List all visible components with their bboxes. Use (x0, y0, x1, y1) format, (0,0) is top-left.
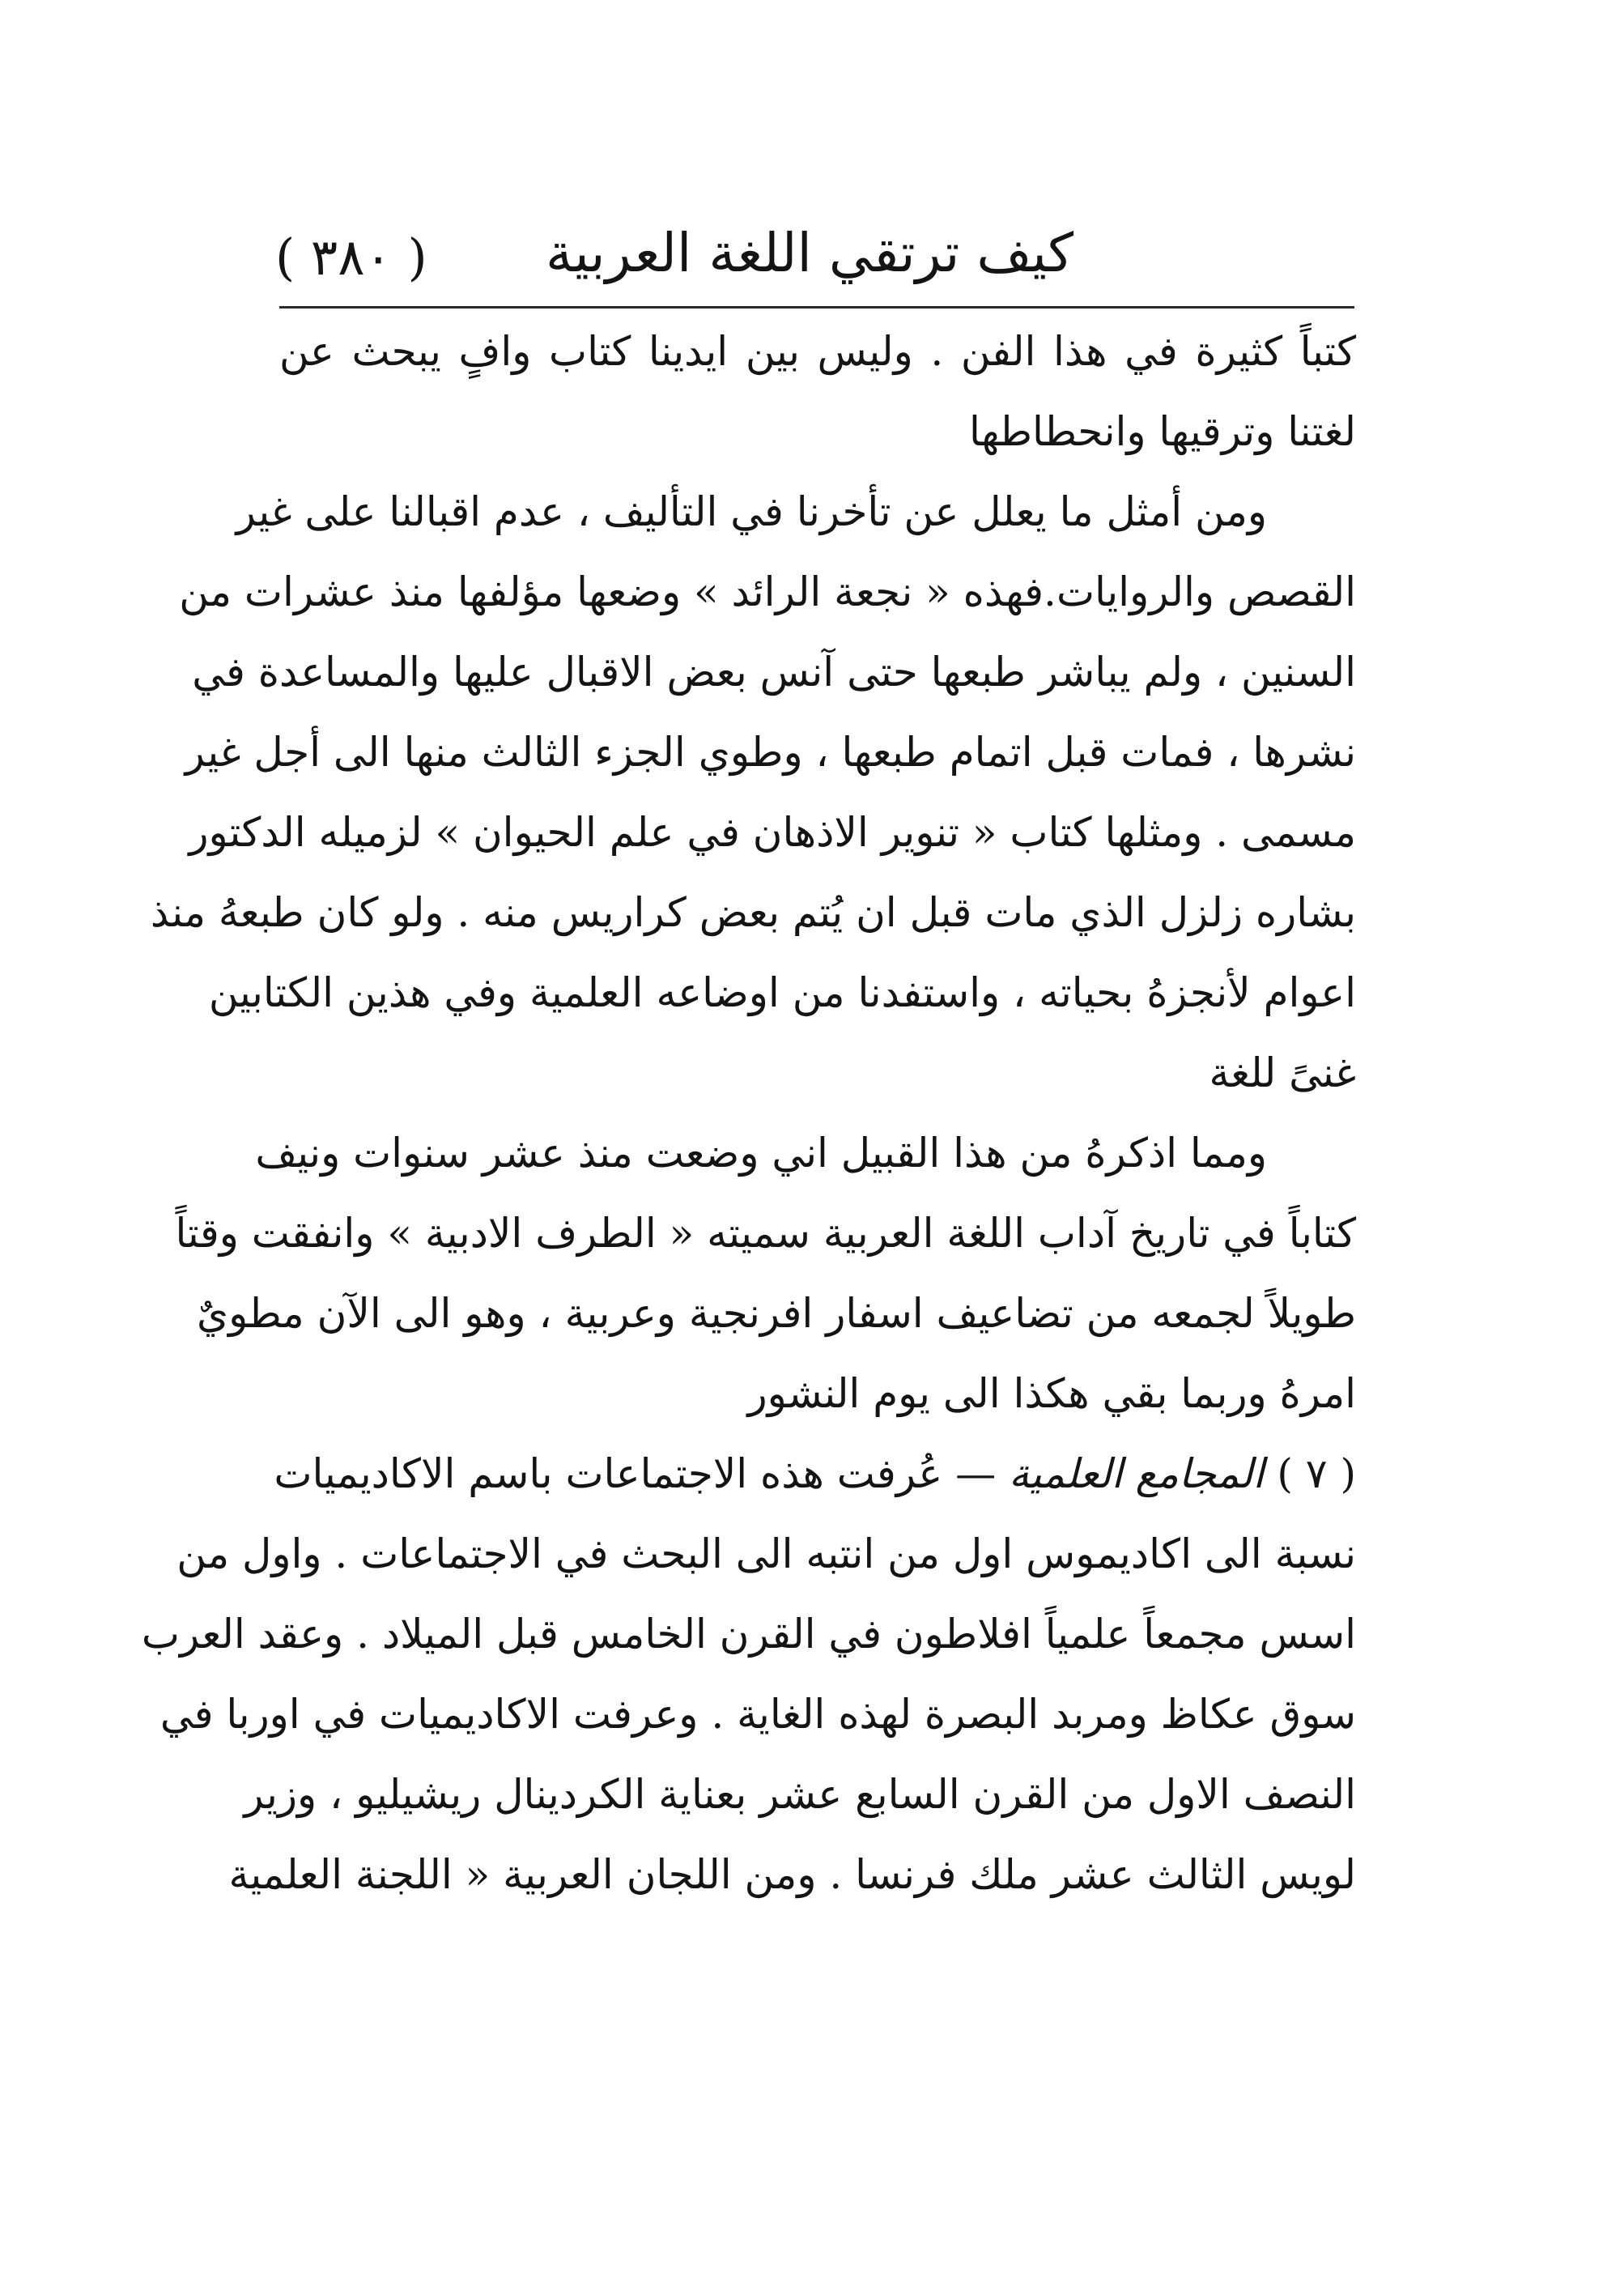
paragraph-start-line: ومما اذكرهُ من هذا القبيل اني وضعت منذ عشر سنوات ونيف (255, 1130, 1267, 1177)
text-line: امرهُ وربما بقي هكذا الى يوم النشور (747, 1370, 1356, 1417)
text-line: طويلاً لجمعه من تضاعيف اسفار افرنجية وعربية ، وهو الى الآن مطويٌ (196, 1290, 1356, 1337)
text-line: لغتنا وترقيها وانحطاطها (968, 408, 1356, 455)
text-line: نشرها ، فمات قبل اتمام طبعها ، وطوي الجزء الثالث منها الى أجل غير (185, 729, 1356, 776)
section-lead-term: الاكاديميات (274, 1450, 456, 1497)
text-line: غنىً للغة (1209, 1049, 1356, 1096)
page-number: ( ٣٨٠ ) (275, 228, 427, 287)
running-title: كيف ترتقي اللغة العربية (545, 222, 1074, 284)
section-heading-line (274, 1434, 1356, 1514)
text-line: نسبة الى اكاديموس اول من انتبه الى البحث في الاجتماعات . واول من (176, 1530, 1356, 1577)
text-line: بشاره زلزل الذي مات قبل ان يُتم بعض كراريس منه . ولو كان طبعهُ منذ (150, 889, 1356, 936)
text-line: كتباً كثيرة في هذا الفن . وليس بين ايدينا كتاب وافٍ يبحث عن (279, 328, 1356, 375)
text-line: كتاباً في تاريخ آداب اللغة العربية سميته « الطرف الادبية » وانفقت وقتاً (175, 1210, 1356, 1257)
text-line: السنين ، ولم يباشر طبعها حتى آنس بعض الاقبال عليها والمساعدة في (192, 649, 1356, 696)
section-lead-text: — عُرفت هذه الاجتماعات باسم (468, 1450, 997, 1497)
text-line: النصف الاول من القرن السابع عشر بعناية الكردينال ريشيليو ، وزير (244, 1771, 1356, 1818)
text-line: القصص والروايات.فهذه « نجعة الرائد » وضعها مؤلفها منذ عشرات من (179, 568, 1356, 615)
text-line: سوق عكاظ ومربد البصرة لهذه الغاية . وعرفت الاكاديميات في اوربا في (159, 1691, 1356, 1738)
text-line: لويس الثالث عشر ملك فرنسا . ومن اللجان العربية « اللجنة العلمية (228, 1851, 1356, 1898)
section-title: المجامع العلمية (1008, 1450, 1265, 1497)
page-header (275, 217, 1360, 298)
header-divider (279, 306, 1354, 309)
text-line: مسمى . ومثلها كتاب « تنوير الاذهان في علم الحيوان » لزميله الدكتور (189, 809, 1356, 856)
text-line: اسس مجمعاً علمياً افلاطون في القرن الخامس قبل الميلاد . وعقد العرب (141, 1611, 1356, 1658)
paragraph-start-line: ومن أمثل ما يعلل عن تأخرنا في التأليف ، عدم اقبالنا على غير (236, 488, 1267, 535)
text-line: اعوام لأنجزهُ بحياته ، واستفدنا من اوضاعه العلمية وفي هذين الكتابين (208, 969, 1356, 1016)
body-text (141, 312, 1356, 1915)
section-number: ( ٧ ) (1277, 1450, 1356, 1497)
